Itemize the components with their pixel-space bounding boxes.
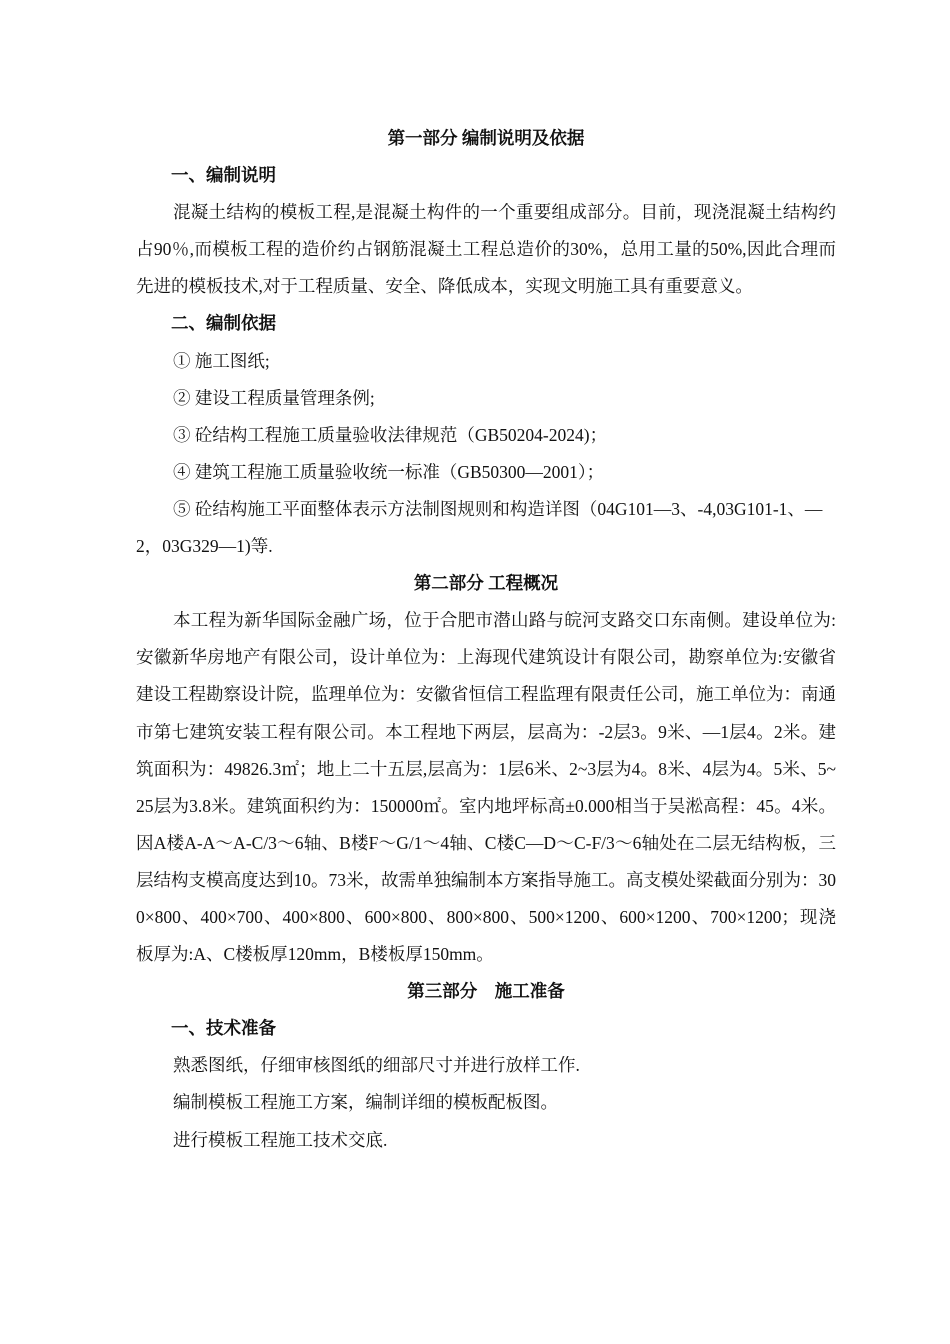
part3-title: 第三部分 施工准备 xyxy=(407,981,565,1002)
basis-item-2: ② 建设工程质量管理条例; xyxy=(173,387,375,408)
basis-item-1: ① 施工图纸; xyxy=(173,350,270,371)
basis-item-4: ④ 建筑工程施工质量验收统一标准（GB50300—2001）； xyxy=(173,461,605,482)
overview-paragraph: 本工程为新华国际金融广场，位于合肥市潜山路与皖河支路交口东南侧。建设单位为:安徽新华房地产有限公司，设计单位为：上海现代建筑设计有限公司，勘察单位为:安徽省建设工程勘察设计院，监理单位为：安徽省恒信工程监理有限责任公司，施工单位为：南通市第七建筑安装工程有限公司。本工程地下两层，层高为：-2层3。9米、—1层4。2米。建筑面积为：49826.3㎡；地上二十五层,层高为：1层6米、2~3层为4。8米、4层为4。5米、5~25层为3.8米。建筑面积约为：150000㎡。室内地坪标高±0.000相当于吴淞高程：45。4米。因A楼A-A～A-C/3～6轴、B楼F～G/1～4轴、C楼C—D～C-F/3～6轴处在二层无结构板，三层结构支模高度达到10。73米，故需单独编制本方案指导施工。高支模处梁截面分别为：300×800、400×700、400×800、600×800、800×800、500×1200、600×1200、700×1200；现浇板厚为:A、C楼板厚120mm，B楼板厚150mm。 xyxy=(136,610,836,965)
document-page xyxy=(136,120,836,1159)
section-heading-basis: 二、编制依据 xyxy=(171,313,276,334)
part2-title: 第二部分 工程概况 xyxy=(413,573,559,594)
explanation-paragraph: 混凝土结构的模板工程,是混凝土构件的一个重要组成部分。目前，现浇混凝土结构约占90％,而模板工程的造价约占钢筋混凝土工程总造价的30%，总用工量的50%,因此合理而先进的模板技术,对于工程质量、安全、降低成本，实现文明施工具有重要意义。 xyxy=(136,202,836,297)
section-heading-explanation: 一、编制说明 xyxy=(171,165,276,186)
prep-item-3: 进行模板工程施工技术交底. xyxy=(173,1129,388,1150)
part1-title: 第一部分 编制说明及依据 xyxy=(387,128,585,148)
prep-item-2: 编制模板工程施工方案，编制详细的模板配板图。 xyxy=(173,1092,558,1113)
basis-item-5: ⑤ 砼结构施工平面整体表示方法制图规则和构造详图（04G101—3、-4,03G101-1、—2，03G329—1)等. xyxy=(136,498,823,557)
prep-item-1: 熟悉图纸，仔细审核图纸的细部尺寸并进行放样工作. xyxy=(173,1055,580,1076)
basis-item-3: ③ 砼结构工程施工质量验收法律规范（GB50204-2024)； xyxy=(173,424,608,445)
section-heading-tech-prep: 一、技术准备 xyxy=(171,1018,276,1039)
